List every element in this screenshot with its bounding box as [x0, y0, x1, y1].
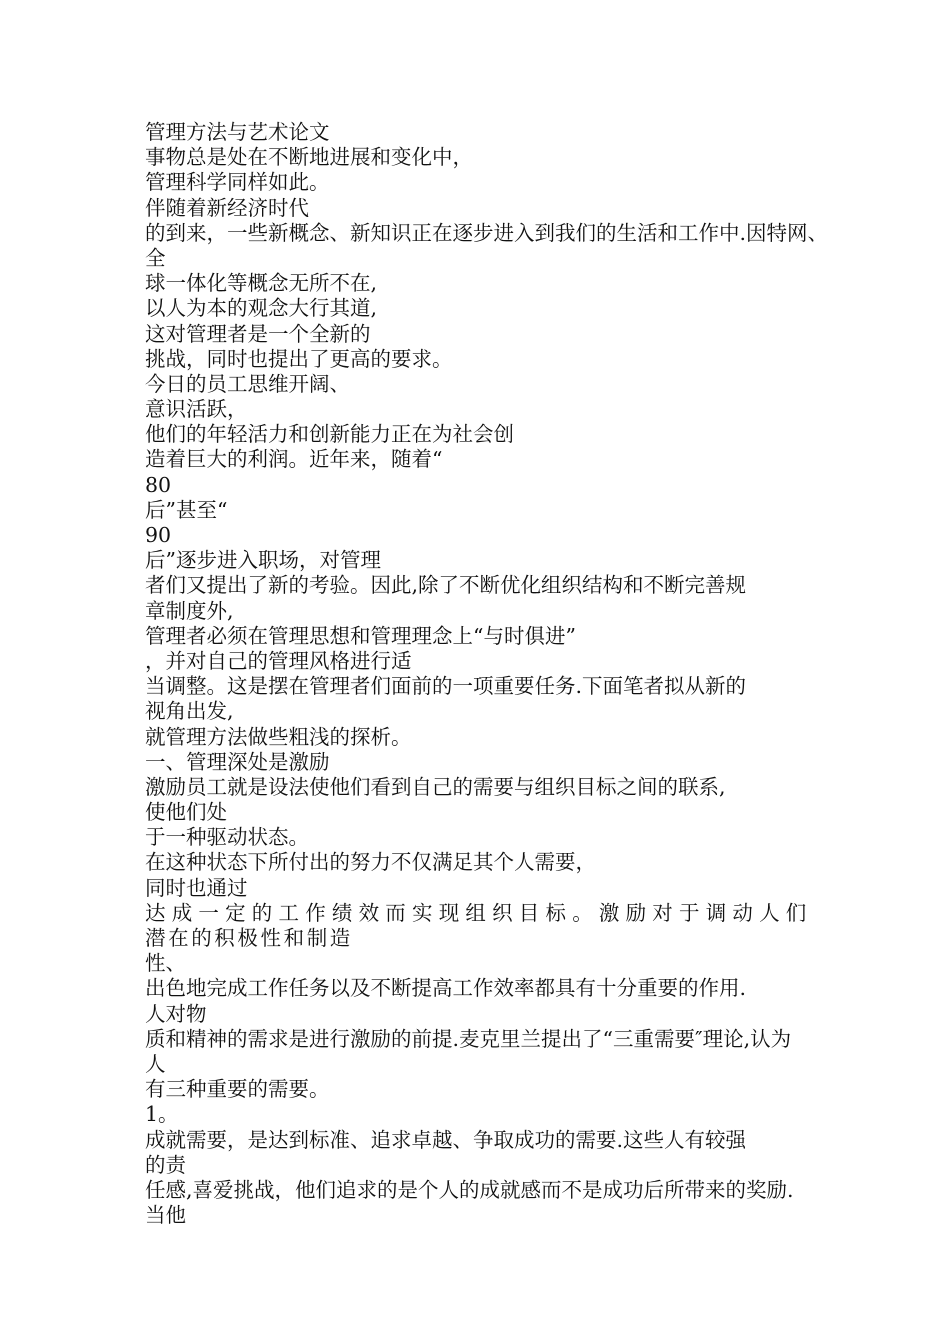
- text-line: 这对管理者是一个全新的: [145, 321, 371, 346]
- text-line: 使他们处: [145, 800, 227, 825]
- text-line: 当调整。这是摆在管理者们面前的一项重要任务.下面笔者拟从新的: [145, 674, 747, 699]
- text-line: 潜在的积极性和制造: [145, 926, 353, 950]
- text-line: ，并对自己的管理风格进行适: [145, 648, 412, 673]
- text-line: 80: [145, 472, 172, 497]
- text-line: 出色地完成工作任务以及不断提高工作效率都具有十分重要的作用.: [145, 976, 747, 1001]
- document-body: [145, 120, 835, 1228]
- text-line: 者们又提出了新的考验。因此,除了不断优化组织结构和不断完善规: [145, 573, 747, 598]
- text-line: 伴随着新经济时代: [145, 195, 309, 220]
- text-line: 事物总是处在不断地进展和变化中，: [145, 145, 473, 170]
- text-line: 人: [145, 1051, 166, 1076]
- section-heading: 一、管理深处是激励: [145, 749, 330, 774]
- text-line: 视角出发,: [145, 699, 234, 724]
- text-line: 挑战，同时也提出了更高的要求。: [145, 346, 453, 371]
- text-line: 任感,喜爱挑战，他们追求的是个人的成就感而不是成功后所带来的奖励.: [145, 1177, 794, 1202]
- text-line: 后”逐步进入职场，对管理: [145, 548, 381, 573]
- text-line: 90: [145, 523, 172, 547]
- text-line: 在这种状态下所付出的努力不仅满足其个人需要，: [145, 850, 596, 875]
- text-line: 人对物: [145, 1001, 207, 1026]
- text-line: 管理科学同样如此。: [145, 170, 330, 195]
- text-line: 的责: [145, 1152, 186, 1177]
- text-line: 质和精神的需求是进行激励的前提.麦克里兰提出了“三重需要″理论,认为: [145, 1026, 792, 1051]
- document-title: 管理方法与艺术论文: [145, 120, 330, 144]
- text-line: 成就需要，是达到标准、追求卓越、争取成功的需要.这些人有较强: [145, 1127, 747, 1152]
- text-line: 意识活跃，: [145, 397, 248, 422]
- list-number: 1。: [145, 1102, 179, 1127]
- text-line: 管理者必须在管理思想和管理理念上“与时俱进”: [145, 623, 576, 648]
- text-line: 今日的员工思维开阔、: [145, 371, 350, 396]
- text-line: 性、: [145, 951, 186, 976]
- text-line: 全: [145, 245, 166, 270]
- text-line: 造着巨大的利润。近年来，随着“: [145, 447, 443, 472]
- text-line: 有三种重要的需要。: [145, 1077, 330, 1102]
- text-line: 球一体化等概念无所不在,: [145, 271, 378, 296]
- text-line: 的到来，一些新概念、新知识正在逐步进入到我们的生活和工作中.因特网、: [145, 220, 829, 245]
- text-line: 激励员工就是设法使他们看到自己的需要与组织目标之间的联系,: [145, 774, 726, 799]
- text-line: 他们的年轻活力和创新能力正在为社会创: [145, 422, 514, 447]
- text-line: 后”甚至“: [145, 497, 228, 522]
- text-line: 于一种驱动状态。: [145, 825, 309, 850]
- text-line: 就管理方法做些粗浅的探析。: [145, 724, 412, 749]
- text-line: 同时也通过: [145, 875, 248, 900]
- text-line: 章制度外,: [145, 598, 234, 623]
- text-line: 达成一定的工作绩效而实现组织目标。激励对于调动人们: [145, 900, 813, 925]
- text-line: 当他: [145, 1203, 186, 1228]
- text-line: 以人为本的观念大行其道,: [145, 296, 378, 321]
